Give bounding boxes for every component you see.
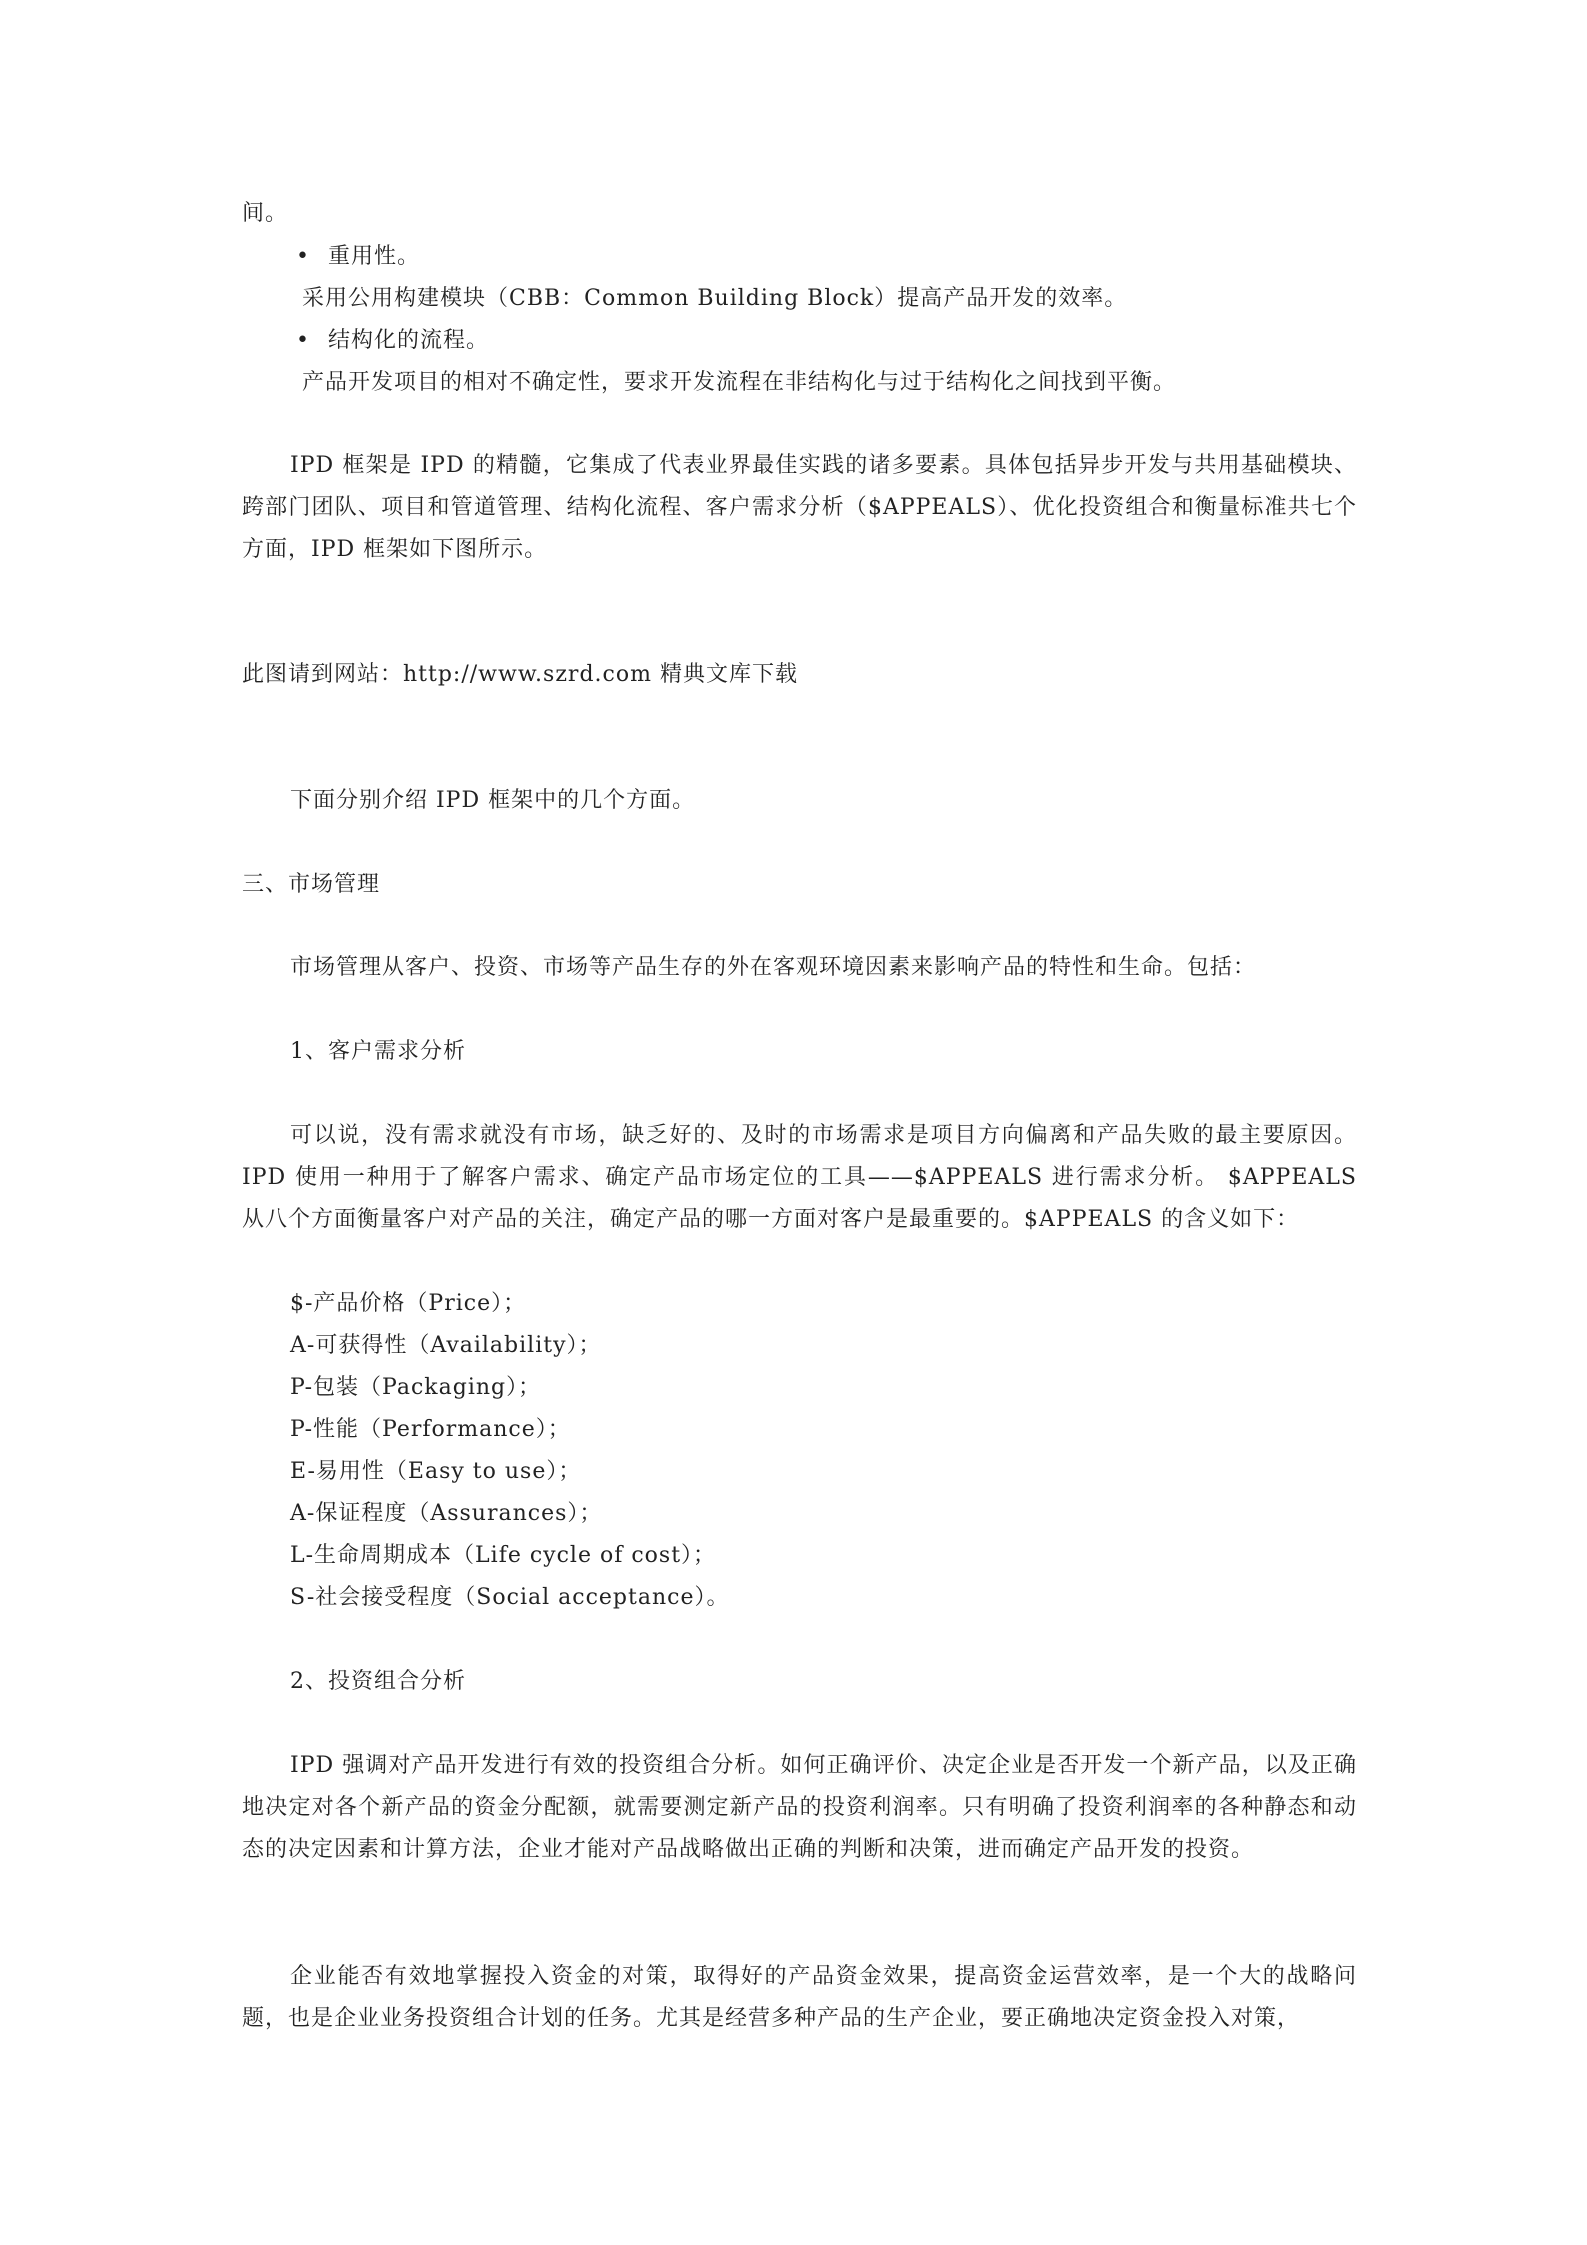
bullet-description: 产品开发项目的相对不确定性，要求开发流程在非结构化与过于结构化之间找到平衡。 [302, 370, 1177, 395]
appeals-item: S-社会接受程度（Social acceptance）。 [290, 1585, 730, 1610]
appeals-item: P-性能（Performance）； [290, 1417, 571, 1442]
text-line: 间。 [242, 201, 289, 226]
appeals-item: L-生命周期成本（Life cycle of cost）； [290, 1543, 717, 1568]
appeals-item: A-可获得性（Availability）； [290, 1333, 602, 1358]
appeals-item: A-保证程度（Assurances）； [290, 1501, 603, 1526]
paragraph-market: 市场管理从客户、投资、市场等产品生存的外在客观环境因素来影响产品的特性和生命。包括： [290, 955, 1257, 980]
appeals-item: E-易用性（Easy to use）； [290, 1459, 582, 1484]
image-placeholder-note: 此图请到网站：http://www.szrd.com 精典文库下载 [242, 662, 798, 687]
appeals-item: P-包装（Packaging）； [290, 1375, 542, 1400]
bullet-description: 采用公用构建模块（CBB：Common Building Block）提高产品开发的效率。 [302, 286, 1128, 311]
paragraph-investment: IPD 强调对产品开发进行有效的投资组合分析。如何正确评价、决定企业是否开发一个新产品，以及正确地决定对各个新产品的资金分配额，就需要测定新产品的投资利润率。只有明确了投资利润率的各种静态和动态的决定因素和计算方法，企业才能对产品战略做出正确的判断和决策，进而确定产品开发的投资。 [242, 1753, 1357, 1862]
section-heading: 三、市场管理 [242, 872, 381, 897]
appeals-item: $-产品价格（Price）； [290, 1291, 527, 1316]
paragraph-ipd-framework: IPD 框架是 IPD 的精髓，它集成了代表业界最佳实践的诸多要素。具体包括异步开发与共用基础模块、跨部门团队、项目和管道管理、结构化流程、客户需求分析（$APPEALS）、优化投资组合和衡量标准共七个方面，IPD 框架如下图所示。 [242, 453, 1357, 562]
subheading-portfolio: 2、投资组合分析 [290, 1669, 466, 1694]
bullet-item-reuse: • 重用性。 [296, 236, 1411, 278]
intro-text: 下面分别介绍 IPD 框架中的几个方面。 [290, 788, 696, 813]
subheading-customer-needs: 1、客户需求分析 [290, 1039, 466, 1064]
paragraph-needs: 可以说，没有需求就没有市场，缺乏好的、及时的市场需求是项目方向偏离和产品失败的最主要原因。IPD 使用一种用于了解客户需求、确定产品市场定位的工具——$APPEALS 进行需求分析。 $APPEALS 从八个方面衡量客户对产品的关注，确定产品的哪一方面对客户是最重要的。$APPEALS 的含义如下： [242, 1123, 1357, 1232]
bullet-item-structured-process: • 结构化的流程。 [296, 320, 1411, 362]
paragraph-funding: 企业能否有效地掌握投入资金的对策，取得好的产品资金效果，提高资金运营效率，是一个大的战略问题，也是企业业务投资组合计划的任务。尤其是经营多种产品的生产企业，要正确地决定资金投入对策， [242, 1964, 1357, 2031]
